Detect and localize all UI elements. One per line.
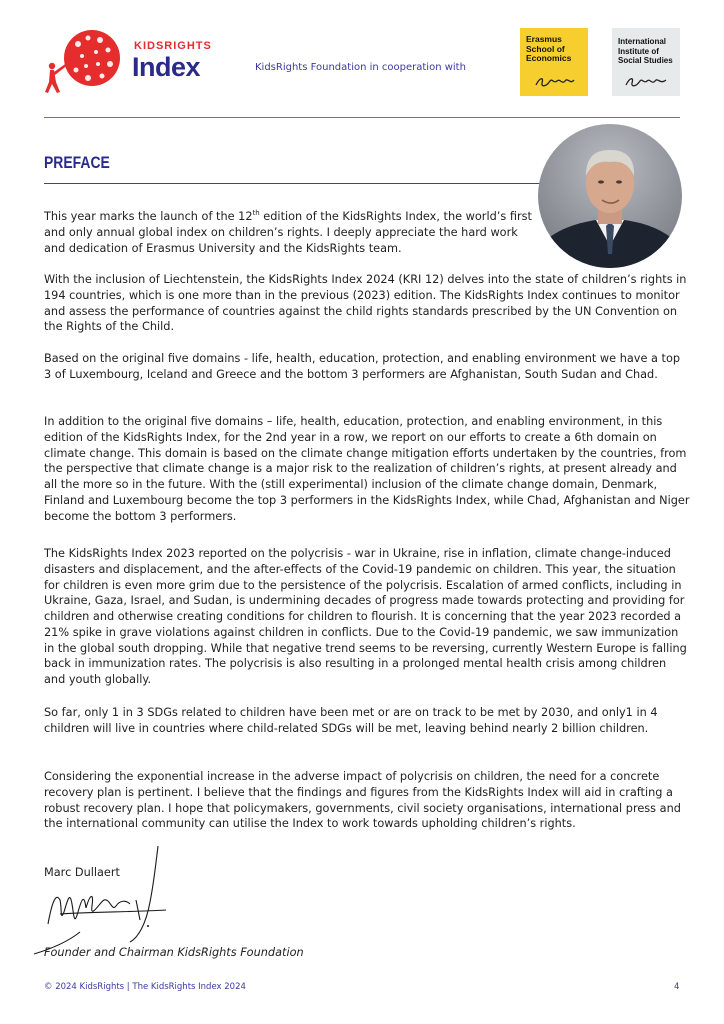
signer-role: Founder and Chairman KidsRights Foundation xyxy=(44,946,304,959)
preface-paragraph-1: This year marks the launch of the 12th edition of the KidsRights Index, the world’s first and only annual global index on children’s rights. I deeply appreciate the hard work and dedication of Erasmus University and the KidsRights team. xyxy=(44,209,532,255)
preface-paragraph-3: Based on the original five domains - life, health, education, protection, and enabling environment we have a top 3 of Luxembourg, Iceland and Greece and the bottom 3 performers are Afghanistan, South Sudan and Chad. xyxy=(44,352,681,381)
cooperation-text: KidsRights Foundation in cooperation with xyxy=(255,62,466,73)
header-divider xyxy=(44,117,680,118)
preface-paragraph-5: The KidsRights Index 2023 reported on the polycrisis - war in Ukraine, rise in inflation, climate change-induced disasters and displacement, and the after-effects of the Covid-19 pandemic on children. This year, the situation for children is even more grim due to the persistence of the polycrisis. Escalation of armed conflicts, including in Ukraine, Gaza, Israel, and Sudan, is undermining decades of progress made towards protecting and providing for children and otherwise creating conditions for children to flourish. It is concerning that the year 2023 recorded a 21% spike in grave violations against children in conflicts. Due to the Covid-19 pandemic, we saw immunization in the global south dropping. While that negative trend seems to be reversing, currently Western Europe is falling back in immunization rates. The polycrisis is also resulting in a prolonged mental health crisis among children and youth globally. xyxy=(44,547,687,686)
portrait-photo xyxy=(538,124,682,268)
erasmus-school-of-economics-logo xyxy=(520,28,588,96)
title-underline xyxy=(44,183,564,184)
page-title: PREFACE xyxy=(44,153,110,172)
partner-1-name: Erasmus School of Economics xyxy=(526,34,572,63)
erasmus-wordmark-icon xyxy=(534,75,578,89)
partner-2-name: International Institute of Social Studies xyxy=(618,37,673,65)
signature-image xyxy=(30,842,190,962)
logo-product-text: Index xyxy=(132,52,201,82)
preface-paragraph-2: With the inclusion of Liechtenstein, the KidsRights Index 2024 (KRI 12) delves into the state of children’s rights in 194 countries, which is one more than in the previous (2023) edition. The KidsRights Index continues to monitor and assess the performance of countries against the child rights standards prescribed by the UN Convention on the Rights of the Child. xyxy=(44,273,687,334)
preface-paragraph-4: In addition to the original five domains – life, health, education, protection, and enabling environment, in this edition of the KidsRights Index, for the 2nd year in a row, we report on our efforts to create a 6th domain on climate change. This domain is based on the climate change mitigation efforts undertaken by the countries, from the perspective that climate change is a major risk to the realization of children’s rights, at present already and all the more so in the future. With the (still experimental) inclusion of the climate change domain, Denmark, Finland and Luxembourg become the top 3 performers in the KidsRights Index, while Chad, Afghanistan and Niger become the bottom 3 performers. xyxy=(44,415,690,523)
preface-paragraph-6: So far, only 1 in 3 SDGs related to children have been met or are on track to be met by 2030, and only1 in 4 children will live in countries where child-related SDGs will be met, leaving behind nearly 2 billion children. xyxy=(44,706,658,735)
preface-paragraph-7: Considering the exponential increase in the adverse impact of polycrisis on children, the need for a concrete recovery plan is pertinent. I believe that the findings and figures from the KidsRights Index will aid in crafting a robust recovery plan. I hope that policymakers, governments, civil society organisations, international press and the international community can utilise the Index to work towards upholding children’s rights. xyxy=(44,770,681,831)
footer-copyright: © 2024 KidsRights | The KidsRights Index 2024 xyxy=(44,982,246,992)
logo-brand-text: KIDSRIGHTS xyxy=(134,40,212,52)
international-institute-of-social-studies-logo xyxy=(612,28,680,96)
signer-name: Marc Dullaert xyxy=(44,866,120,879)
page-number: 4 xyxy=(674,982,680,992)
kidsrights-logo-icon xyxy=(40,26,132,96)
erasmus-wordmark-icon xyxy=(622,75,670,89)
